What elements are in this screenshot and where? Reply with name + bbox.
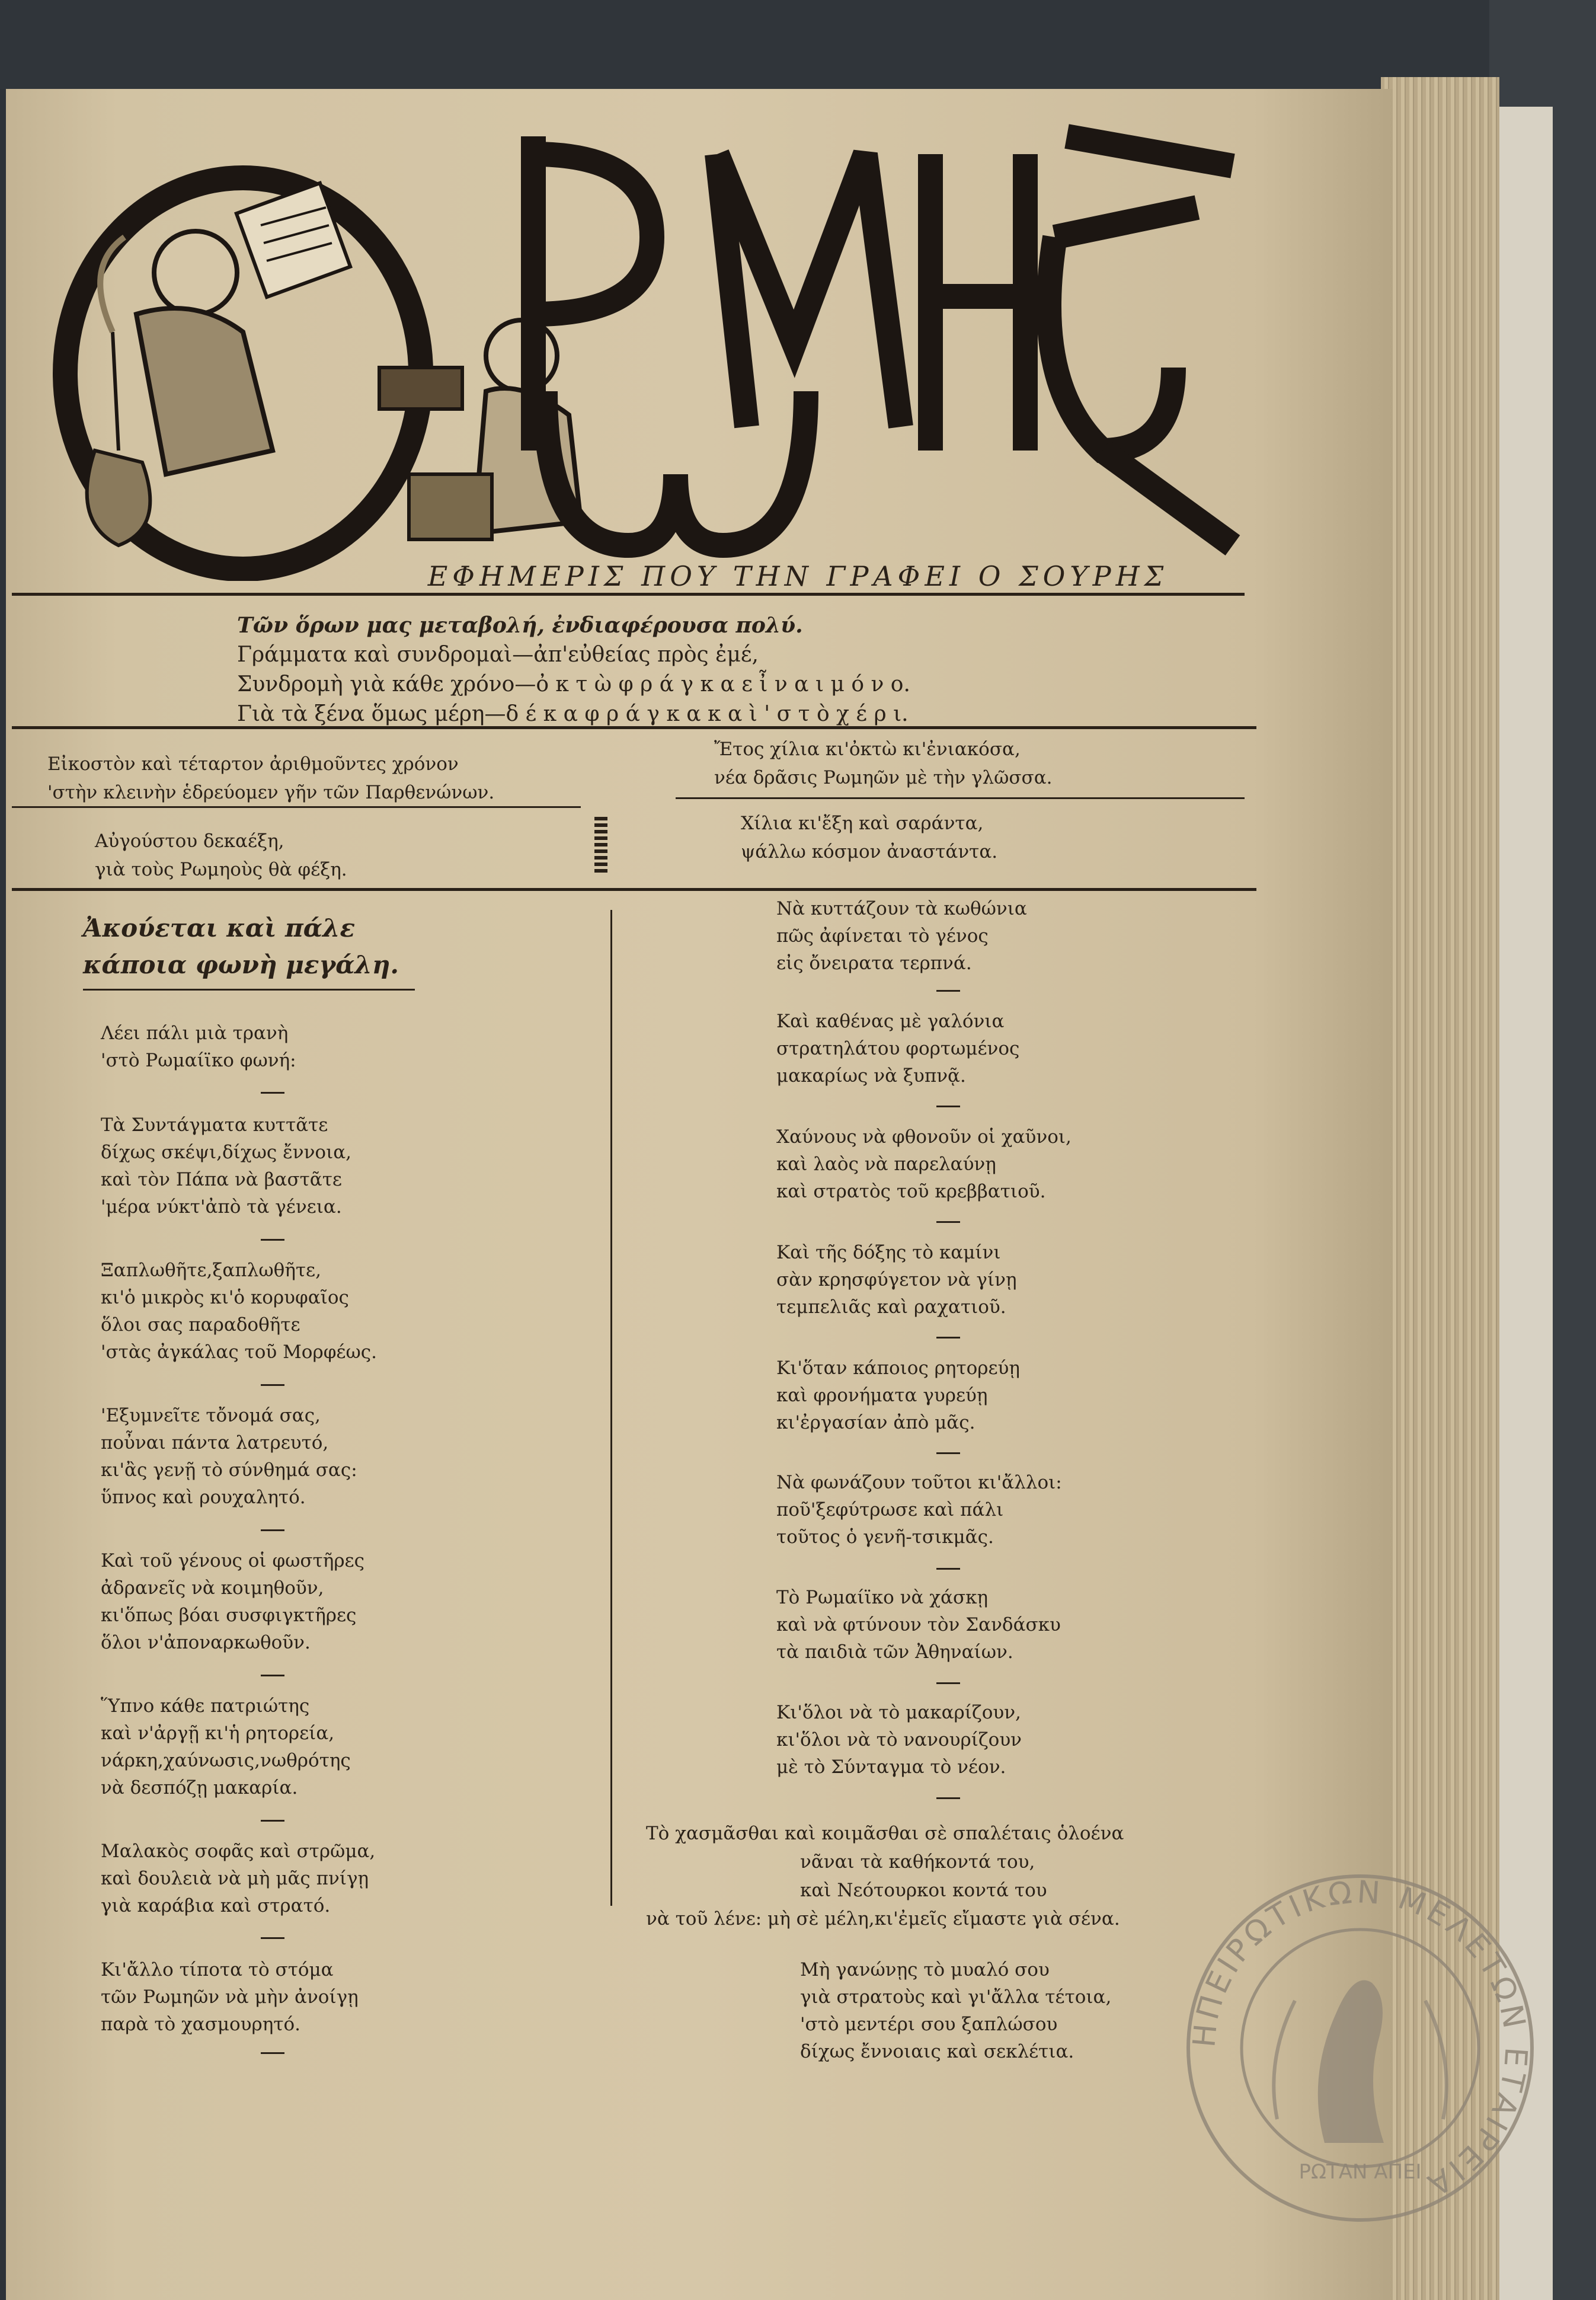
verse-line: 'Εξυμνεῖτε τὄνομά σας, <box>101 1405 321 1426</box>
stanza-dash <box>261 1937 284 1939</box>
issue-year-verse <box>741 809 997 866</box>
issue-year-text <box>47 750 494 807</box>
verse-line: δίχως ἔννοιαις καὶ σεκλέτια. <box>800 2041 1074 2062</box>
verse-line: Τὰ Συντάγματα κυττᾶτε <box>101 1114 328 1136</box>
issue-date-text <box>95 827 347 884</box>
stanza <box>776 1123 1072 1205</box>
stanza <box>776 1239 1017 1321</box>
verse-line: γιὰ καράβια καὶ στρατό. <box>101 1895 331 1916</box>
verse-line: τῶν Ρωμηῶν νὰ μὴν ἀνοίγῃ <box>101 1986 359 2008</box>
header-line: Εἰκοστὸν καὶ τέταρτον ἀριθμοῦντες χρόνον <box>47 753 459 775</box>
rule-3b <box>676 797 1245 799</box>
rule-4 <box>12 888 1256 891</box>
verse-line: Καὶ καθένας μὲ γαλόνια <box>776 1011 1005 1032</box>
column-ornament <box>594 817 607 873</box>
stanza-dash <box>936 1221 960 1223</box>
stanza <box>776 1584 1061 1666</box>
stanza <box>101 1547 364 1656</box>
stanza <box>776 1008 1019 1090</box>
masthead <box>47 119 1268 581</box>
stanza-dash <box>261 1820 284 1822</box>
heading-line: κάποια φωνὴ μεγάλη. <box>83 950 399 979</box>
stanza-dash <box>936 1337 960 1339</box>
stanza-dash <box>936 1682 960 1684</box>
verse-line: ποὖναι πάντα λατρευτό, <box>101 1432 329 1454</box>
verse-line: 'στὰς ἀγκάλας τοῦ Μορφέως. <box>101 1341 377 1363</box>
heading-line: Ἀκούεται καὶ πάλε <box>83 913 356 943</box>
stanza <box>101 1402 357 1511</box>
stanza-dash <box>261 1529 284 1531</box>
verse-line: μακαρίως νὰ ξυπνᾷ. <box>776 1065 966 1087</box>
subscription-terms <box>237 611 1067 729</box>
issue-era-text <box>714 735 1053 792</box>
stanza <box>101 1692 351 1801</box>
verse-line: καὶ στρατὸς τοῦ κρεββατιοῦ. <box>776 1181 1046 1202</box>
verse-line: κι'ἂς γενῇ τὸ σύνθημά σας: <box>101 1459 357 1481</box>
verse-line: Κι'ὅταν κάποιος ρητορεύῃ <box>776 1357 1020 1379</box>
verse-line: ὅλοι σας παραδοθῆτε <box>101 1314 300 1336</box>
stanza <box>776 1699 1022 1781</box>
terms-line: Συνδρομὴ γιὰ κάθε χρόνο—ὀ κ τ ὼ φ ρ ά γ κ α ε ἶ ν α ι μ ό ν ο. <box>237 672 910 697</box>
stanza <box>101 1111 351 1221</box>
verse-line: 'στὸ μεντέρι σου ξαπλώσου <box>800 2014 1058 2035</box>
rule-3a <box>12 806 581 808</box>
verse-line: Νὰ κυττάζουν τὰ κωθώνια <box>776 898 1027 919</box>
verse-line: Λέει πάλι μιὰ τρανὴ <box>101 1023 289 1044</box>
stanza-dash <box>261 2052 284 2054</box>
verse-line: Νὰ φωνάζουν τοῦτοι κι'ἄλλοι: <box>776 1472 1062 1493</box>
masthead-illustration <box>47 119 1268 581</box>
verse-line: γιὰ στρατοὺς καὶ γι'ἄλλα τέτοια, <box>800 1986 1112 2008</box>
verse-line: Ὕπνο κάθε πατριώτης <box>101 1695 310 1717</box>
verse-line: νάρκη,χαύνωσις,νωθρότης <box>101 1750 351 1771</box>
verse-line: Καὶ τῆς δόξης τὸ καμίνι <box>776 1242 1001 1263</box>
closing-line: νὰ τοῦ λένε: μὴ σὲ μέλη,κι'ἐμεῖς εἴμαστε γιὰ σένα. <box>646 1908 1120 1930</box>
header-line: ψάλλω κόσμον ἀναστάντα. <box>741 841 998 862</box>
stanza-dash <box>936 1452 960 1454</box>
stanza <box>776 1355 1020 1436</box>
stanza <box>101 1956 359 2038</box>
final-stanza <box>800 1956 1111 2065</box>
header-line: Χίλια κι'ἔξη καὶ σαράντα, <box>741 813 984 834</box>
verse-line: πῶς ἀφίνεται τὸ γένος <box>776 925 989 947</box>
stanza <box>101 1838 375 1919</box>
verse-line: Μαλακὸς σοφᾶς καὶ στρῶμα, <box>101 1841 376 1862</box>
verse-line: καὶ φρονήματα γυρεύῃ <box>776 1385 988 1406</box>
verse-line: κι'ἐργασίαν ἀπὸ μᾶς. <box>776 1412 975 1433</box>
verse-line: καὶ δουλειὰ νὰ μὴ μᾶς πνίγῃ <box>101 1868 369 1889</box>
verse-line: καὶ τὸν Πάπα νὰ βαστᾶτε <box>101 1169 342 1190</box>
terms-line: Τῶν ὅρων μας μεταβολή, ἐνδιαφέρουσα πολύ. <box>237 613 803 638</box>
closing-line: νᾶναι τὰ καθήκοντά του, <box>800 1851 1035 1873</box>
stanza-dash <box>936 1568 960 1570</box>
terms-line: Γιὰ τὰ ξένα ὅμως μέρη—δ έ κ α φ ρ ά γ κ α κ α ὶ ' σ τ ὸ χ έ ρ ι. <box>237 702 909 726</box>
verse-line: καὶ λαὸς νὰ παρελαύνῃ <box>776 1154 996 1175</box>
stanza-dash <box>936 1106 960 1107</box>
verse-line: στρατηλάτου φορτωμένος <box>776 1038 1020 1059</box>
header-line: νέα δρᾶσις Ρωμηῶν μὲ τὴν γλῶσσα. <box>714 767 1053 788</box>
verse-line: Ξαπλωθῆτε,ξαπλωθῆτε, <box>101 1260 321 1281</box>
verse-line: 'στὸ Ρωμαίϊκο φωνή: <box>101 1050 296 1071</box>
masthead-subtitle: ΕΦΗΜΕΡΙΣ ΠΟΥ ΤΗΝ ΓΡΑΦΕΙ Ο ΣΟΥΡΗΣ <box>427 560 1169 592</box>
header-line: 'στὴν κλεινὴν ἑδρεύομεν γῆν τῶν Παρθενώνων. <box>47 782 495 803</box>
verse-line: 'μέρα νύκτ'ἀπὸ τὰ γένεια. <box>101 1196 342 1218</box>
book-binding-top <box>0 0 1596 89</box>
stanza-dash <box>261 1675 284 1676</box>
verse-line: σὰν κρησφύγετον νὰ γίνῃ <box>776 1269 1017 1290</box>
stanza <box>101 1020 296 1074</box>
verse-line: ὅλοι ν'ἀποναρκωθοῦν. <box>101 1632 311 1653</box>
stamp-ring-text: ΗΠΕΙΡΩΤΙΚΩΝ ΜΕΛΕΤΩΝ ΕΤΑΙΡΕΙΑ <box>1186 1874 1534 2204</box>
verse-line: Τὸ Ρωμαίϊκο νὰ χάσκῃ <box>776 1587 989 1608</box>
closing-line: καὶ Νεότουρκοι κοντά του <box>800 1880 1047 1901</box>
verse-line: καὶ ν'ἀργῇ κι'ἡ ρητορεία, <box>101 1723 335 1744</box>
stanza-dash <box>261 1239 284 1241</box>
rule-1 <box>12 593 1245 596</box>
verse-line: Χαύνους νὰ φθονοῦν οἱ χαῦνοι, <box>776 1126 1072 1148</box>
header-line: γιὰ τοὺς Ρωμηοὺς θὰ φέξη. <box>95 859 347 880</box>
terms-line: Γράμματα καὶ συνδρομαὶ—ἀπ'εὐθείας πρὸς ἐμέ, <box>237 643 759 667</box>
stanza <box>101 1257 377 1366</box>
verse-line: κι'ὅπως βόαι συσφιγκτῆρες <box>101 1605 357 1626</box>
rule-2 <box>12 726 1256 729</box>
header-line: Ἔτος χίλια κι'ὀκτὼ κι'ἐνιακόσα, <box>714 739 1021 760</box>
verse-line: τεμπελιᾶς καὶ ραχατιοῦ. <box>776 1296 1006 1318</box>
verse-line: ὕπνος καὶ ρουχαλητό. <box>101 1487 306 1508</box>
verse-line: νὰ δεσπόζῃ μακαρία. <box>101 1777 298 1799</box>
verse-line: ποῦ'ξεφύτρωσε καὶ πάλι <box>776 1499 1004 1520</box>
verse-line: μὲ τὸ Σύνταγμα τὸ νέον. <box>776 1756 1006 1778</box>
verse-line: τοῦτος ὁ γενῆ-τσικμᾶς. <box>776 1526 994 1548</box>
verse-line: Κι'ὅλοι νὰ τὸ μακαρίζουν, <box>776 1702 1021 1723</box>
stanza <box>776 1469 1062 1551</box>
heading-underline <box>83 989 415 991</box>
library-stamp <box>1176 1864 1544 2232</box>
stanza-dash <box>261 1092 284 1094</box>
verse-line: Καὶ τοῦ γένους οἱ φωστῆρες <box>101 1550 364 1571</box>
stanza-dash <box>261 1384 284 1386</box>
verse-line: δίχως σκέψι,δίχως ἔννοια, <box>101 1142 352 1163</box>
stanza-dash <box>936 1797 960 1799</box>
verse-line: Μὴ γανώνῃς τὸ μυαλό σου <box>800 1959 1050 1980</box>
verse-line: τὰ παιδιὰ τῶν Ἀθηναίων. <box>776 1641 1013 1663</box>
verse-line: παρὰ τὸ χασμουρητό. <box>101 2014 300 2035</box>
poem-heading <box>83 910 399 983</box>
verse-line: κι'ὁ μικρὸς κι'ὁ κορυφαῖος <box>101 1287 349 1308</box>
verse-line: κι'ὅλοι νὰ τὸ νανουρίζουν <box>776 1729 1022 1750</box>
stanza-dash <box>936 990 960 992</box>
verse-line: καὶ νὰ φτύνουν τὸν Σανδάσκυ <box>776 1614 1061 1635</box>
stamp-center-text: ΡΩΤΑΝ ΑΠΕΙ <box>1298 2160 1422 2184</box>
verse-line: ἀδρανεῖς νὰ κοιμηθοῦν, <box>101 1577 324 1599</box>
verse-line: εἰς ὄνειρατα τερπνά. <box>776 953 972 974</box>
header-line: Αὐγούστου δεκαέξη, <box>95 830 284 852</box>
verse-line: Κι'ἄλλο τίποτα τὸ στόμα <box>101 1959 334 1980</box>
column-divider <box>610 910 612 1906</box>
closing-line: Τὸ χασμᾶσθαι καὶ κοιμᾶσθαι σὲ σπαλέταις ὁλοένα <box>646 1823 1124 1844</box>
stanza <box>776 895 1027 977</box>
